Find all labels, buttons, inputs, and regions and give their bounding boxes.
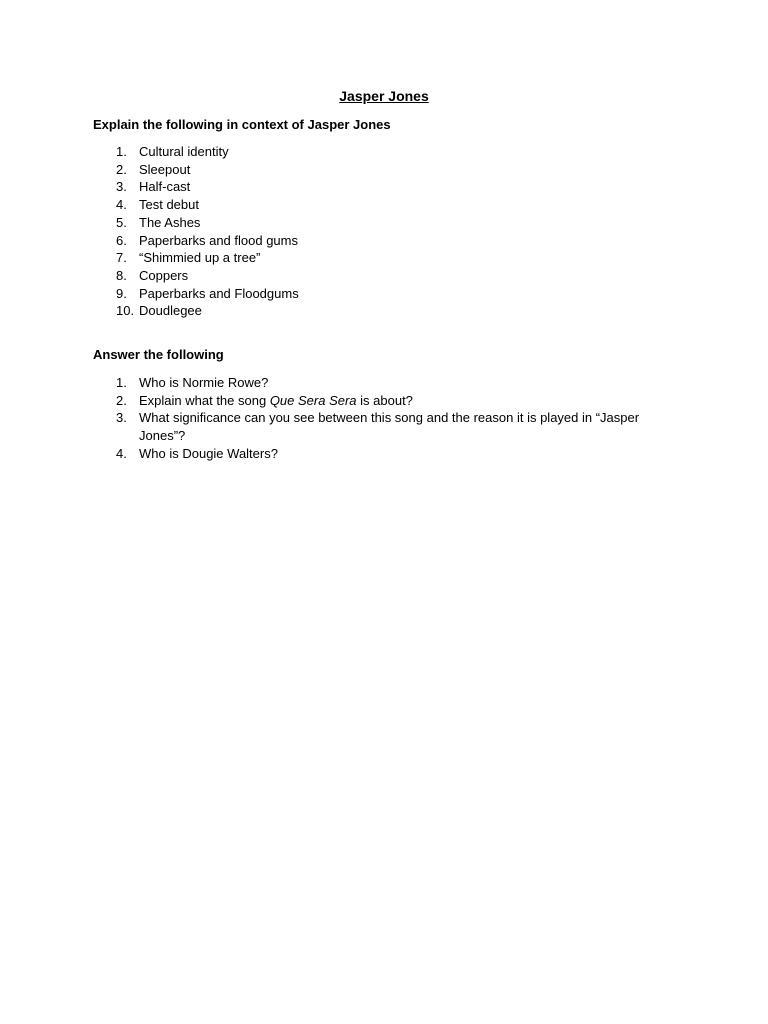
- item-text: Sleepout: [139, 161, 191, 177]
- item-text: Who is Dougie Walters?: [139, 445, 278, 461]
- list-item: [93, 392, 653, 410]
- item-text: Doudlegee: [139, 303, 202, 319]
- item-number: 8.: [116, 267, 127, 283]
- list-item: [93, 285, 653, 303]
- item-text: “Shimmied up a tree”: [139, 250, 261, 266]
- list-item: [93, 409, 653, 444]
- item-number: 2.: [116, 161, 127, 177]
- list-item: [93, 214, 653, 232]
- section-heading-explain: Explain the following in context of Jasper Jones: [93, 117, 391, 132]
- item-number: 4.: [116, 197, 127, 213]
- item-text-before: Explain what the song: [139, 392, 270, 408]
- item-text: Who is Normie Rowe?: [139, 375, 269, 390]
- answer-list: [93, 374, 653, 463]
- song-title: Que Sera Sera: [269, 392, 357, 408]
- item-number: 1.: [116, 375, 127, 390]
- section-heading-answer: Answer the following: [93, 347, 224, 362]
- item-number: 3.: [116, 179, 127, 195]
- item-number: 4.: [116, 445, 127, 461]
- item-text: Coppers: [139, 267, 189, 283]
- item-text-after: is about?: [356, 392, 413, 408]
- list-item: [93, 196, 653, 214]
- explain-list: [93, 143, 653, 320]
- list-item: [93, 302, 653, 320]
- item-text: [139, 392, 653, 410]
- item-text: Paperbarks and Floodgums: [139, 285, 299, 301]
- item-text: What significance can you see between this song and the reason it is played in “Jasper Jones”?: [139, 410, 640, 444]
- list-item: [93, 249, 653, 267]
- list-item: [93, 374, 653, 392]
- item-number: 6.: [116, 232, 127, 248]
- item-text: Half-cast: [139, 179, 191, 195]
- item-number: 5.: [116, 214, 127, 230]
- list-item: [93, 178, 653, 196]
- list-item: [93, 161, 653, 179]
- item-number: 9.: [116, 285, 127, 301]
- item-number: 3.: [116, 410, 127, 426]
- list-item: [93, 267, 653, 285]
- item-number: 7.: [116, 250, 127, 266]
- item-text: Test debut: [139, 197, 199, 213]
- document-title: Jasper Jones: [339, 88, 429, 104]
- list-item: [93, 445, 653, 463]
- item-text: The Ashes: [139, 214, 201, 230]
- item-number: 10.: [116, 303, 135, 319]
- item-text: Cultural identity: [139, 144, 229, 159]
- list-item: [93, 232, 653, 250]
- item-number: 1.: [116, 144, 127, 159]
- item-number: 2.: [116, 392, 127, 408]
- item-text: Paperbarks and flood gums: [139, 232, 298, 248]
- list-item: [93, 143, 653, 161]
